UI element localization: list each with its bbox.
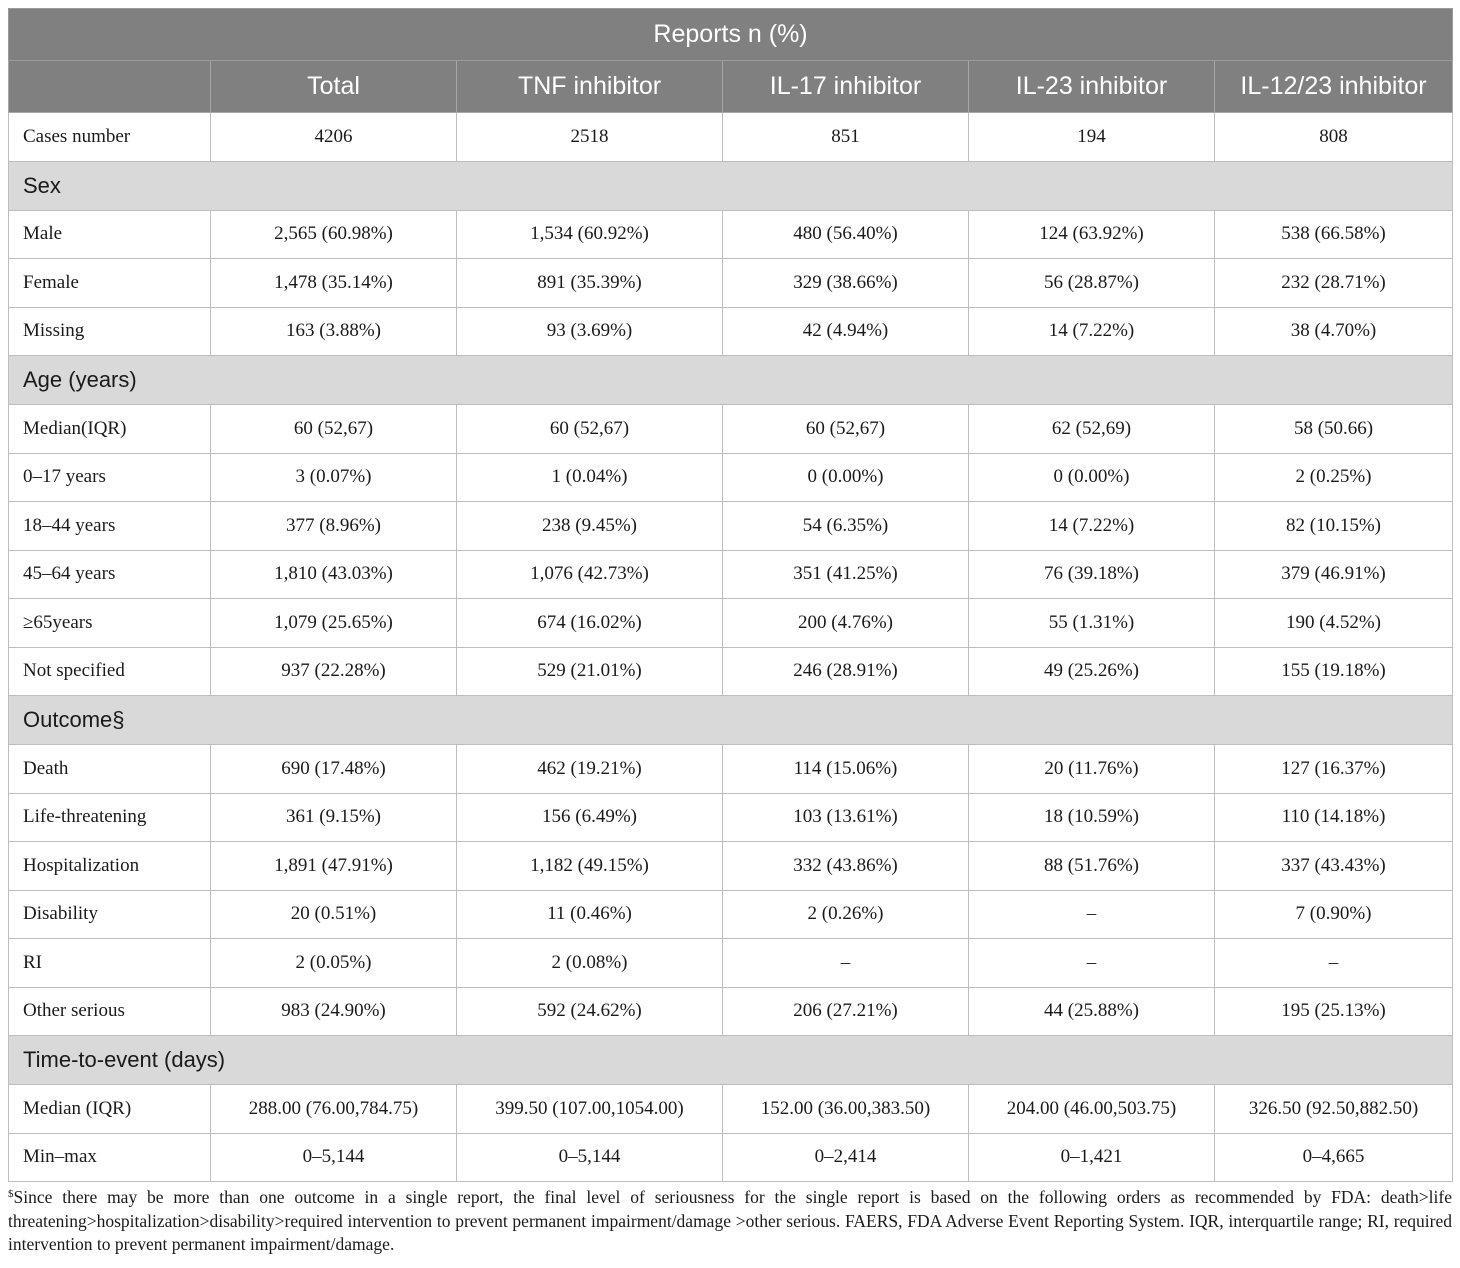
table-row [9,890,1453,939]
table-cell: 14 (7.22%) [969,502,1215,551]
table-row [9,405,1453,454]
table-cell: 1,478 (35.14%) [211,259,457,308]
table-row [9,1085,1453,1134]
table-cell: 88 (51.76%) [969,842,1215,891]
table-cell: 127 (16.37%) [1215,745,1453,794]
table-cell: 49 (25.26%) [969,647,1215,696]
table-cell: 529 (21.01%) [457,647,723,696]
table-cell: 62 (52,69) [969,405,1215,454]
table-cell: 2 (0.25%) [1215,453,1453,502]
table-cell: 4206 [211,113,457,162]
table-cell: 110 (14.18%) [1215,793,1453,842]
table-cell: 60 (52,67) [211,405,457,454]
section-row [9,356,1453,405]
table-cell: – [969,939,1215,988]
table-cell: 60 (52,67) [723,405,969,454]
row-label: Disability [9,890,211,939]
table-row [9,599,1453,648]
table-cell: 1,182 (49.15%) [457,842,723,891]
table-cell: 195 (25.13%) [1215,987,1453,1036]
table-cell: 351 (41.25%) [723,550,969,599]
row-label: Median(IQR) [9,405,211,454]
table-cell: 2518 [457,113,723,162]
table-cell: 326.50 (92.50,882.50) [1215,1085,1453,1134]
table-cell: 194 [969,113,1215,162]
row-label: 18–44 years [9,502,211,551]
header-row-columns [9,61,1453,113]
table-row [9,550,1453,599]
table-row [9,745,1453,794]
row-label: 0–17 years [9,453,211,502]
footnote [8,1186,1452,1257]
footnote-marker: $ [8,1188,14,1200]
header-reports: Reports n (%) [9,9,1453,61]
table-cell: 163 (3.88%) [211,307,457,356]
table-container [8,8,1452,1257]
table-cell: 2 (0.26%) [723,890,969,939]
row-label: Death [9,745,211,794]
table-row [9,113,1453,162]
row-label: Median (IQR) [9,1085,211,1134]
table-cell: 1,534 (60.92%) [457,210,723,259]
row-label: Life-threatening [9,793,211,842]
row-label: 45–64 years [9,550,211,599]
table-cell: 0–1,421 [969,1133,1215,1182]
section-row [9,1036,1453,1085]
section-row [9,161,1453,210]
table-cell: 58 (50.66) [1215,405,1453,454]
table-cell: 0 (0.00%) [723,453,969,502]
table-row [9,647,1453,696]
table-cell: 246 (28.91%) [723,647,969,696]
table-cell: – [969,890,1215,939]
row-label: Female [9,259,211,308]
section-label: Age (years) [9,356,1453,405]
column-header: IL-23 inhibitor [969,61,1215,113]
table-cell: 329 (38.66%) [723,259,969,308]
table-cell: 0–2,414 [723,1133,969,1182]
row-label: ≥65years [9,599,211,648]
table-cell: 42 (4.94%) [723,307,969,356]
table-cell: 1,079 (25.65%) [211,599,457,648]
table-row [9,793,1453,842]
table-cell: 2 (0.05%) [211,939,457,988]
table-row [9,307,1453,356]
table-cell: 361 (9.15%) [211,793,457,842]
table-cell: 2,565 (60.98%) [211,210,457,259]
row-label: Not specified [9,647,211,696]
table-cell: 7 (0.90%) [1215,890,1453,939]
row-label: Cases number [9,113,211,162]
row-label: Hospitalization [9,842,211,891]
row-label: Min–max [9,1133,211,1182]
table-cell: 1 (0.04%) [457,453,723,502]
table-cell: 1,076 (42.73%) [457,550,723,599]
table-cell: 3 (0.07%) [211,453,457,502]
header-empty-cell [9,61,211,113]
table-cell: 337 (43.43%) [1215,842,1453,891]
table-cell: 0–5,144 [211,1133,457,1182]
table-cell: 152.00 (36.00,383.50) [723,1085,969,1134]
table-cell: 103 (13.61%) [723,793,969,842]
table-cell: 674 (16.02%) [457,599,723,648]
table-row [9,453,1453,502]
section-label: Time-to-event (days) [9,1036,1453,1085]
table-cell: 288.00 (76.00,784.75) [211,1085,457,1134]
table-cell: 18 (10.59%) [969,793,1215,842]
table-cell: 0 (0.00%) [969,453,1215,502]
table-cell: 156 (6.49%) [457,793,723,842]
table-cell: 399.50 (107.00,1054.00) [457,1085,723,1134]
table-cell: 232 (28.71%) [1215,259,1453,308]
table-cell: 38 (4.70%) [1215,307,1453,356]
table-cell: 891 (35.39%) [457,259,723,308]
row-label: Other serious [9,987,211,1036]
table-cell: 937 (22.28%) [211,647,457,696]
table-cell: 332 (43.86%) [723,842,969,891]
table-cell: 204.00 (46.00,503.75) [969,1085,1215,1134]
table-row [9,987,1453,1036]
table-cell: 0–5,144 [457,1133,723,1182]
table-cell: 114 (15.06%) [723,745,969,794]
row-label: Missing [9,307,211,356]
table-cell: 20 (0.51%) [211,890,457,939]
table-row [9,1133,1453,1182]
table-cell: 983 (24.90%) [211,987,457,1036]
footnote-text: Since there may be more than one outcome in a single report, the final level of seriousness for the single report is based on the following orders as recommended by FDA: death>life threatening>hospitalization>disability>required intervention to prevent permanent impairment/damage >other serious. FAERS, FDA Adverse Event Reporting System. IQR, interquartile range; RI, required intervention to prevent permanent impairment/damage. [8,1187,1452,1254]
column-header: Total [211,61,457,113]
table-cell: 56 (28.87%) [969,259,1215,308]
table-cell: 155 (19.18%) [1215,647,1453,696]
table-cell: 124 (63.92%) [969,210,1215,259]
table-cell: 690 (17.48%) [211,745,457,794]
table-cell: 808 [1215,113,1453,162]
header-row-top [9,9,1453,61]
table-row [9,939,1453,988]
table-row [9,502,1453,551]
section-label: Outcome§ [9,696,1453,745]
section-row [9,696,1453,745]
table-cell: 76 (39.18%) [969,550,1215,599]
table-cell: 379 (46.91%) [1215,550,1453,599]
column-header: TNF inhibitor [457,61,723,113]
table-cell: – [1215,939,1453,988]
table-cell: 462 (19.21%) [457,745,723,794]
table-cell: 14 (7.22%) [969,307,1215,356]
section-label: Sex [9,161,1453,210]
table-cell: 206 (27.21%) [723,987,969,1036]
table-cell: 2 (0.08%) [457,939,723,988]
table-cell: 82 (10.15%) [1215,502,1453,551]
table-row [9,259,1453,308]
table-cell: 190 (4.52%) [1215,599,1453,648]
table-cell: 55 (1.31%) [969,599,1215,648]
table-cell: 238 (9.45%) [457,502,723,551]
table-cell: 60 (52,67) [457,405,723,454]
table-cell: 20 (11.76%) [969,745,1215,794]
table-cell: 0–4,665 [1215,1133,1453,1182]
table-cell: 11 (0.46%) [457,890,723,939]
table-cell: – [723,939,969,988]
table-cell: 851 [723,113,969,162]
table-body [9,113,1453,1182]
table-cell: 592 (24.62%) [457,987,723,1036]
column-header: IL-17 inhibitor [723,61,969,113]
table-cell: 480 (56.40%) [723,210,969,259]
table-cell: 1,810 (43.03%) [211,550,457,599]
results-table [8,8,1453,1182]
column-header: IL-12/23 inhibitor [1215,61,1453,113]
table-cell: 93 (3.69%) [457,307,723,356]
table-cell: 54 (6.35%) [723,502,969,551]
table-row [9,842,1453,891]
table-cell: 1,891 (47.91%) [211,842,457,891]
table-cell: 200 (4.76%) [723,599,969,648]
row-label: Male [9,210,211,259]
table-cell: 538 (66.58%) [1215,210,1453,259]
table-cell: 377 (8.96%) [211,502,457,551]
row-label: RI [9,939,211,988]
table-cell: 44 (25.88%) [969,987,1215,1036]
table-row [9,210,1453,259]
